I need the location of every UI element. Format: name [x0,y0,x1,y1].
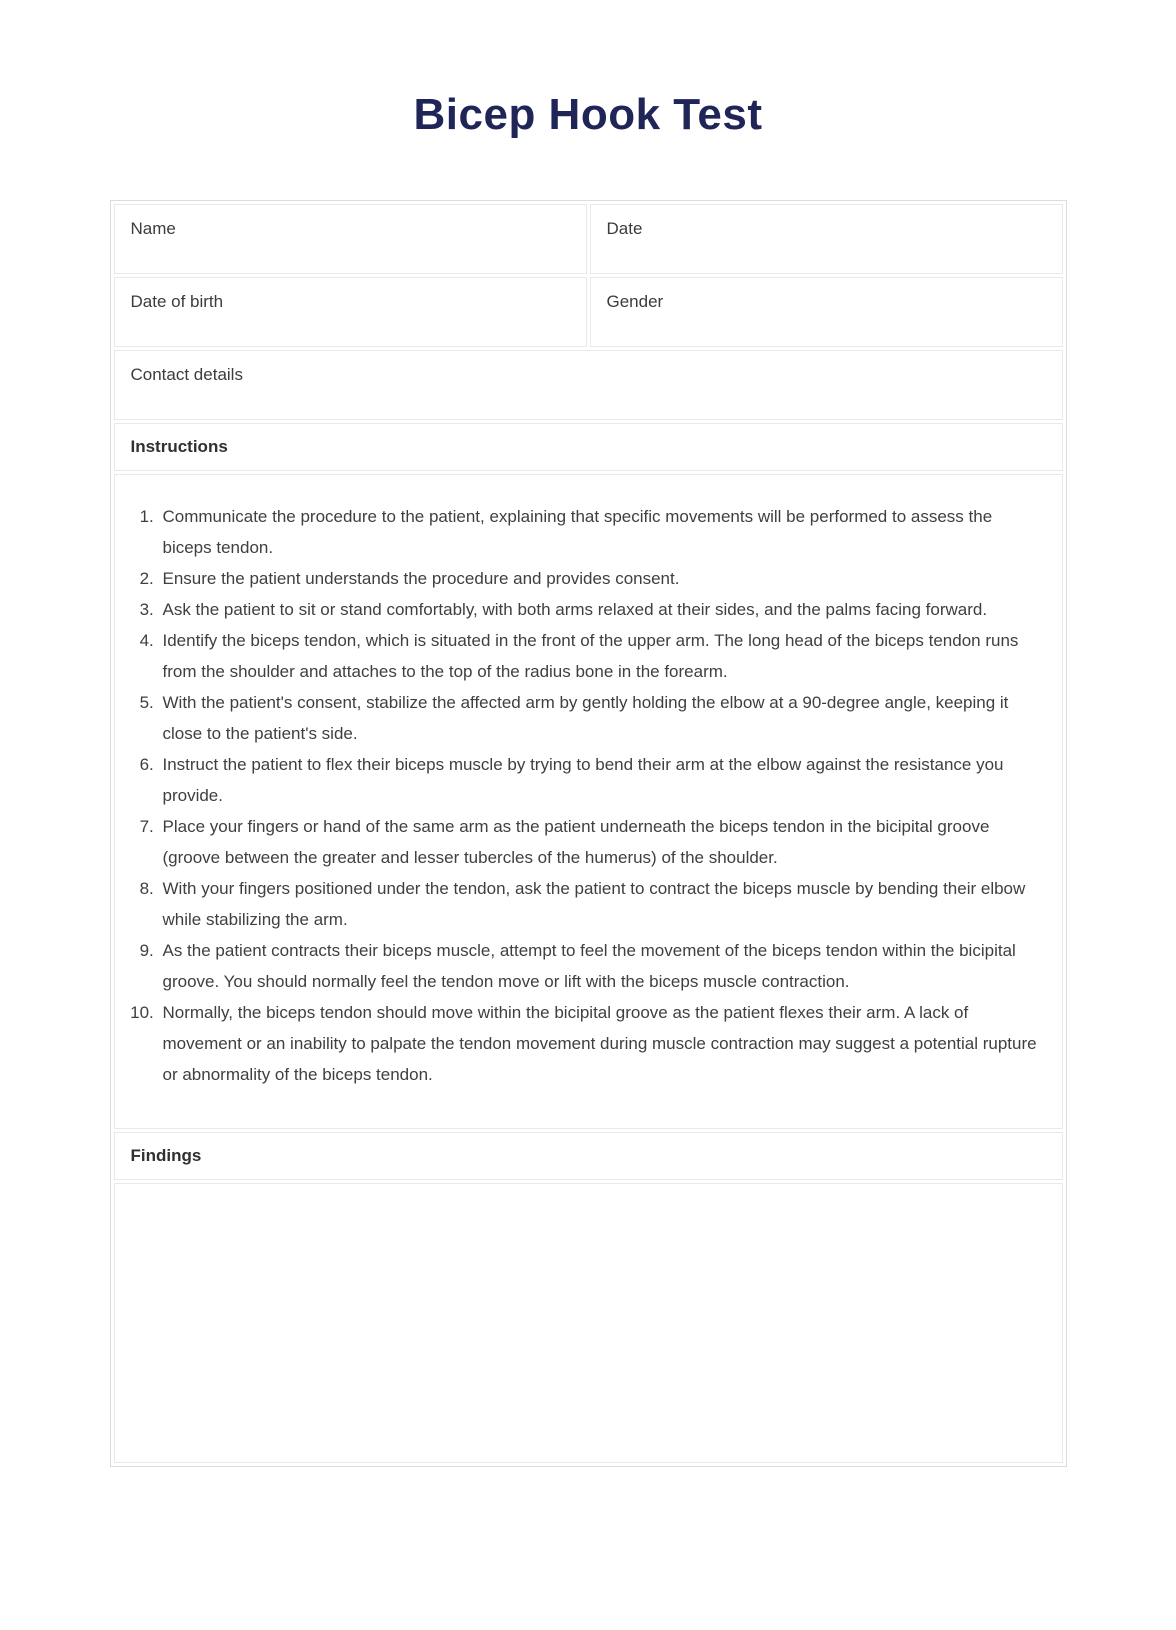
instructions-section-header: Instructions [114,423,1063,471]
instructions-body [114,474,1063,1129]
date-of-birth-field-label: Date of birth [130,292,224,312]
instruction-item: 2. Ensure the patient understands the procedure and provides consent. [159,563,1038,594]
table-row [114,423,1063,471]
date-field-label: Date [606,219,643,239]
table-row [114,350,1063,420]
table-row [114,277,1063,347]
instruction-item: 3. Ask the patient to sit or stand comfortably, with both arms relaxed at their sides, and the palms facing forward. [159,594,1038,625]
instruction-item: 10. Normally, the biceps tendon should move within the bicipital groove as the patient flexes their arm. A lack of movement or an inability to palpate the tendon movement during muscle contraction may suggest a potential rupture or abnormality of the biceps tendon. [159,997,1038,1090]
table-row [114,474,1063,1129]
instruction-item: 4. Identify the biceps tendon, which is situated in the front of the upper arm. The long head of the biceps tendon runs from the shoulder and attaches to the top of the radius bone in the forearm. [159,625,1038,687]
date-of-birth-field[interactable] [114,277,587,347]
table-row [114,1183,1063,1463]
contact-details-field[interactable] [114,350,1063,420]
name-field[interactable] [114,204,587,274]
name-field-label: Name [130,219,176,239]
instruction-item: 5. With the patient's consent, stabilize the affected arm by gently holding the elbow at a 90-degree angle, keeping it close to the patient's side. [159,687,1038,749]
page-title: Bicep Hook Test [413,90,763,139]
instruction-list [127,501,1038,1090]
instruction-item: 7. Place your fingers or hand of the same arm as the patient underneath the biceps tendon in the bicipital groove (groove between the greater and lesser tubercles of the humerus) of the shoulder. [159,811,1038,873]
findings-input-area[interactable] [114,1183,1063,1463]
table-row [114,1132,1063,1180]
gender-field[interactable] [590,277,1063,347]
instruction-item: 6. Instruct the patient to flex their biceps muscle by trying to bend their arm at the elbow against the resistance you provide. [159,749,1038,811]
bicep-hook-test-form [110,200,1067,1467]
gender-field-label: Gender [606,292,664,312]
instruction-item: 1. Communicate the procedure to the patient, explaining that specific movements will be performed to assess the biceps tendon. [159,501,1038,563]
contact-details-field-label: Contact details [130,365,243,385]
table-row [114,204,1063,274]
findings-section-header: Findings [114,1132,1063,1180]
instruction-item: 8. With your fingers positioned under the tendon, ask the patient to contract the biceps muscle by bending their elbow while stabilizing the arm. [159,873,1038,935]
date-field[interactable] [590,204,1063,274]
instruction-item: 9. As the patient contracts their biceps muscle, attempt to feel the movement of the biceps tendon within the bicipital groove. You should normally feel the tendon move or lift with the biceps muscle contraction. [159,935,1038,997]
